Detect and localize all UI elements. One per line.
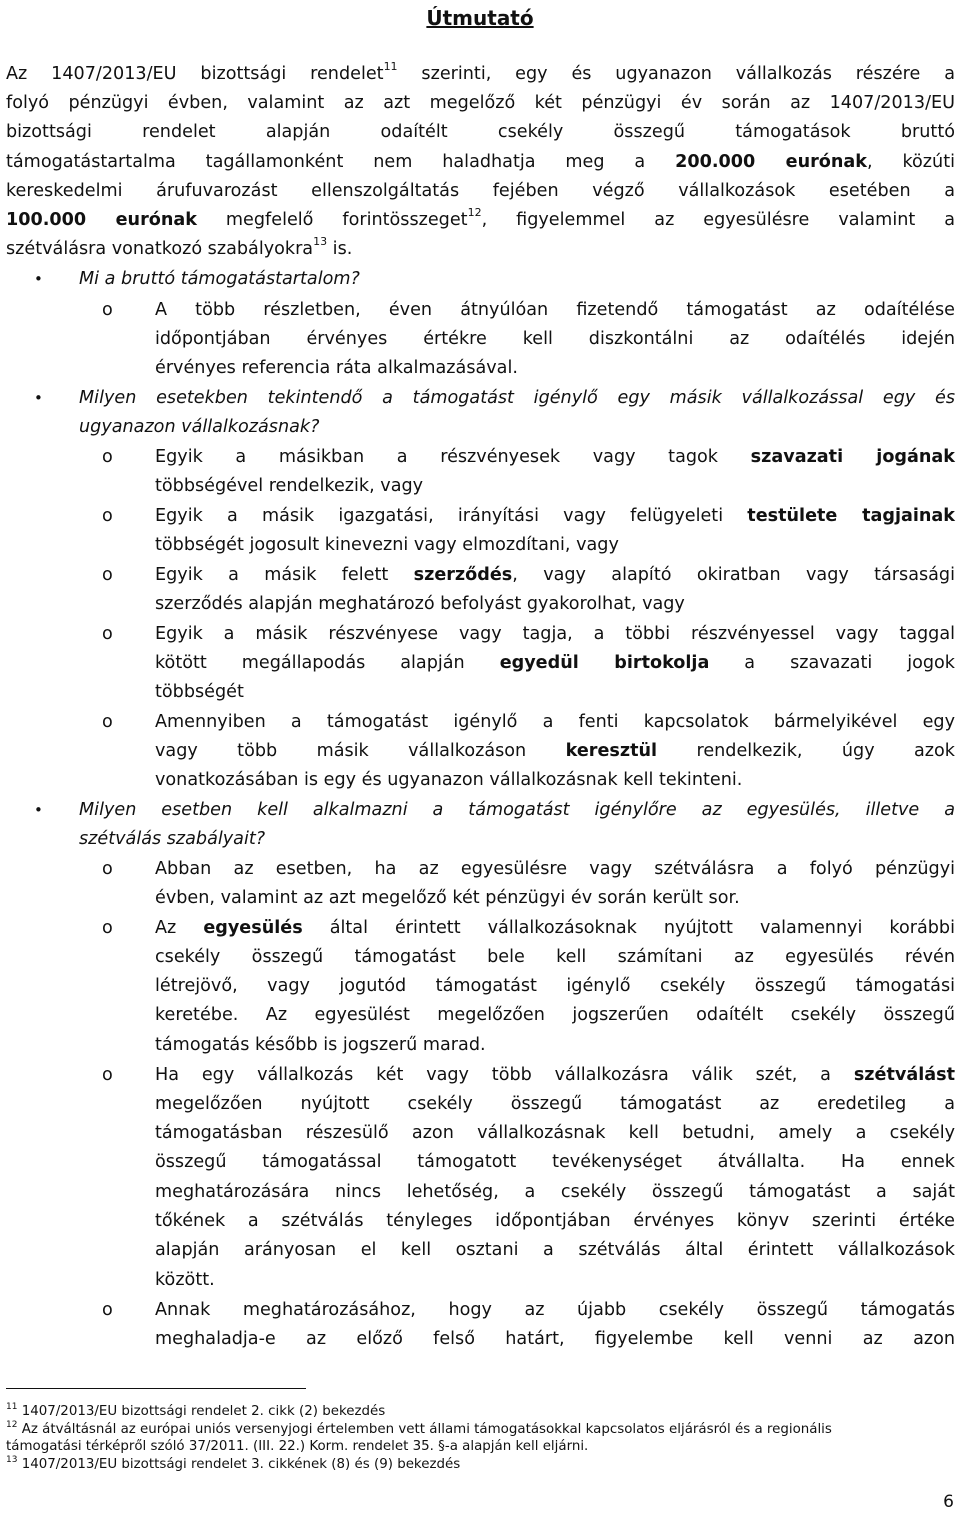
answer-line: szerződés alapján meghatározó befolyást gyakorolhat, vagy	[155, 594, 685, 614]
intro-line	[6, 206, 955, 235]
footnote-12-continued: támogatási térképről szóló 37/2011. (III. 22.) Korm. rendelet 35. §-a alapján kell eljárni.	[6, 1439, 589, 1454]
answer-line: vonatkozásában is egy és ugyanazon vállalkozásnak kell tekinteni.	[155, 770, 743, 790]
intro-line: kereskedelmi árufuvarozást ellenszolgáltatás fejében végző vállalkozások esetében a	[6, 181, 955, 201]
text: szétválásra vonatkozó szabályokra	[6, 239, 314, 259]
footnote-ref: 13	[313, 235, 328, 249]
footnote-ref: 11	[383, 60, 398, 74]
page-number: 6	[943, 1492, 954, 1512]
bold-amount: 100.000 eurónak	[6, 210, 197, 230]
text: Egyik a másikban a részvényesek vagy tagok	[155, 447, 751, 467]
text: Ha egy vállalkozás két vagy több vállalkozásra válik szét, a	[155, 1065, 854, 1085]
footnote-number: 13	[6, 1454, 18, 1465]
text: , figyelemmel az egyesülésre valamint a	[481, 210, 955, 230]
answer-line: meghatározására nincs lehetőség, a csekély összegű támogatást a saját	[155, 1182, 955, 1202]
intro-line	[6, 235, 352, 264]
bold-term: egyedül birtokolja	[499, 653, 710, 673]
bold-term: keresztül	[565, 741, 658, 761]
intro-line	[6, 60, 955, 89]
text: rendelkezik, úgy azok	[657, 741, 955, 761]
bullet-icon: •	[34, 801, 43, 819]
text: , vagy alapító okiratban vagy társasági	[512, 565, 955, 585]
answer-line: többségét jogosult kinevezni vagy elmozdítani, vagy	[155, 535, 619, 555]
answer-line: Abban az esetben, ha az egyesülésre vagy szétválásra a folyó pénzügyi	[155, 859, 955, 879]
answer-line	[155, 1061, 955, 1090]
answer-line: A több részletben, éven átnyúlóan fizetendő támogatást az odaítélése	[155, 300, 955, 320]
answer-line: meghaladja-e az előző felső határt, figyelembe kell venni az azon	[155, 1329, 955, 1349]
answer-line: érvényes referencia ráta alkalmazásával.	[155, 358, 518, 378]
answer-line: csekély összegű támogatást bele kell számítani az egyesülés révén	[155, 947, 955, 967]
text: Az 1407/2013/EU bizottsági rendelet	[6, 64, 384, 84]
bold-term: szavazati jogának	[750, 447, 955, 467]
intro-line	[6, 148, 955, 177]
intro-line: folyó pénzügyi évben, valamint az azt megelőző két pénzügyi év során az 1407/2013/EU	[6, 93, 955, 113]
sub-bullet-icon: o	[102, 565, 113, 585]
sub-bullet-icon: o	[102, 918, 113, 938]
text: Egyik a másik felett	[155, 565, 414, 585]
text: szerinti, egy és ugyanazon vállalkozás részére a	[397, 64, 955, 84]
answer-line: támogatás később is jogszerű marad.	[155, 1035, 486, 1055]
answer-line: összegű támogatással támogatott tevékenységet átvállalta. Ha ennek	[155, 1152, 955, 1172]
text: vagy több másik vállalkozáson	[155, 741, 566, 761]
bold-term: szétválást	[853, 1065, 955, 1085]
answer-line: megelőzően nyújtott csekély összegű támogatást az eredetileg a	[155, 1094, 955, 1114]
answer-line: Amennyiben a támogatást igénylő a fenti kapcsolatok bármelyikével egy	[155, 712, 955, 732]
text: támogatástartalma tagállamonként nem haladhatja meg a	[6, 152, 676, 172]
sub-bullet-icon: o	[102, 506, 113, 526]
bold-term: szerződés	[413, 565, 513, 585]
footnote-13	[6, 1456, 955, 1473]
answer-line: évben, valamint az azt megelőző két pénzügyi év során került sor.	[155, 888, 740, 908]
text: megfelelő forintösszeget	[196, 210, 468, 230]
text: a szavazati jogok	[709, 653, 955, 673]
answer-line: Annak meghatározásához, hogy az újabb csekély összegű támogatás	[155, 1300, 955, 1320]
footnote-text: 1407/2013/EU bizottsági rendelet 2. cikk (2) bekezdés	[17, 1404, 386, 1419]
sub-bullet-icon: o	[102, 447, 113, 467]
answer-line	[155, 649, 955, 678]
sub-bullet-icon: o	[102, 1300, 113, 1320]
answer-line	[155, 443, 955, 472]
text: által érintett vállalkozásoknak nyújtott valamennyi korábbi	[302, 918, 955, 938]
bold-term: egyesülés	[203, 918, 303, 938]
answer-line	[155, 502, 955, 531]
answer-line: többségével rendelkezik, vagy	[155, 476, 424, 496]
footnote-text: 1407/2013/EU bizottsági rendelet 3. cikkének (8) és (9) bekezdés	[17, 1457, 461, 1472]
bold-amount: 200.000 eurónak	[675, 152, 867, 172]
question-heading: Milyen esetben kell alkalmazni a támogatást igénylőre az egyesülés, illetve a	[79, 800, 955, 820]
question-heading: szétválás szabályait?	[79, 829, 266, 849]
answer-line	[155, 737, 955, 766]
text: is.	[327, 239, 353, 259]
text: Az	[155, 918, 204, 938]
text: , közúti	[867, 152, 955, 172]
question-heading: ugyanazon vállalkozásnak?	[79, 417, 320, 437]
bold-term: testülete tagjainak	[747, 506, 955, 526]
footnote-number: 12	[6, 1419, 18, 1430]
footnote-number: 11	[6, 1401, 18, 1412]
answer-line: Egyik a másik részvényese vagy tagja, a többi részvényessel vagy taggal	[155, 624, 955, 644]
sub-bullet-icon: o	[102, 859, 113, 879]
bullet-icon: •	[34, 270, 43, 288]
answer-line	[155, 561, 955, 590]
answer-line: létrejövő, vagy jogutód támogatást igénylő csekély összegű támogatási	[155, 976, 955, 996]
answer-line: többségét	[155, 682, 244, 702]
sub-bullet-icon: o	[102, 300, 113, 320]
footnote-ref: 12	[467, 206, 482, 220]
answer-line: időpontjában érvényes értékre kell diszkontálni az odaítélés idején	[155, 329, 955, 349]
question-heading: Milyen esetekben tekintendő a támogatást igénylő egy másik vállalkozással egy és	[79, 388, 955, 408]
footnote-11	[6, 1403, 955, 1420]
answer-line: között.	[155, 1270, 215, 1290]
sub-bullet-icon: o	[102, 1065, 113, 1085]
footnote-12	[6, 1421, 955, 1438]
text: Egyik a másik igazgatási, irányítási vagy felügyeleti	[155, 506, 748, 526]
answer-line	[155, 914, 955, 943]
text: kötött megállapodás alapján	[155, 653, 500, 673]
footnote-text: Az átváltásnál az európai uniós versenyjogi értelemben vett állami támogatásokkal kapcsolatos eljárásról és a regionális	[17, 1422, 832, 1437]
footnote-divider	[6, 1388, 306, 1389]
page-title: Útmutató	[426, 6, 534, 30]
bullet-icon: •	[34, 389, 43, 407]
sub-bullet-icon: o	[102, 624, 113, 644]
question-heading: Mi a bruttó támogatástartalom?	[79, 269, 360, 289]
answer-line: keretébe. Az egyesülést megelőzően jogszerűen odaítélt csekély összegű	[155, 1005, 955, 1025]
sub-bullet-icon: o	[102, 712, 113, 732]
answer-line: alapján arányosan el kell osztani a szétválás által érintett vállalkozások	[155, 1240, 955, 1260]
answer-line: tőkének a szétválás tényleges időpontjában érvényes könyv szerinti értéke	[155, 1211, 955, 1231]
answer-line: támogatásban részesülő azon vállalkozásnak kell betudni, amely a csekély	[155, 1123, 955, 1143]
intro-line: bizottsági rendelet alapján odaítélt csekély összegű támogatások bruttó	[6, 122, 955, 142]
